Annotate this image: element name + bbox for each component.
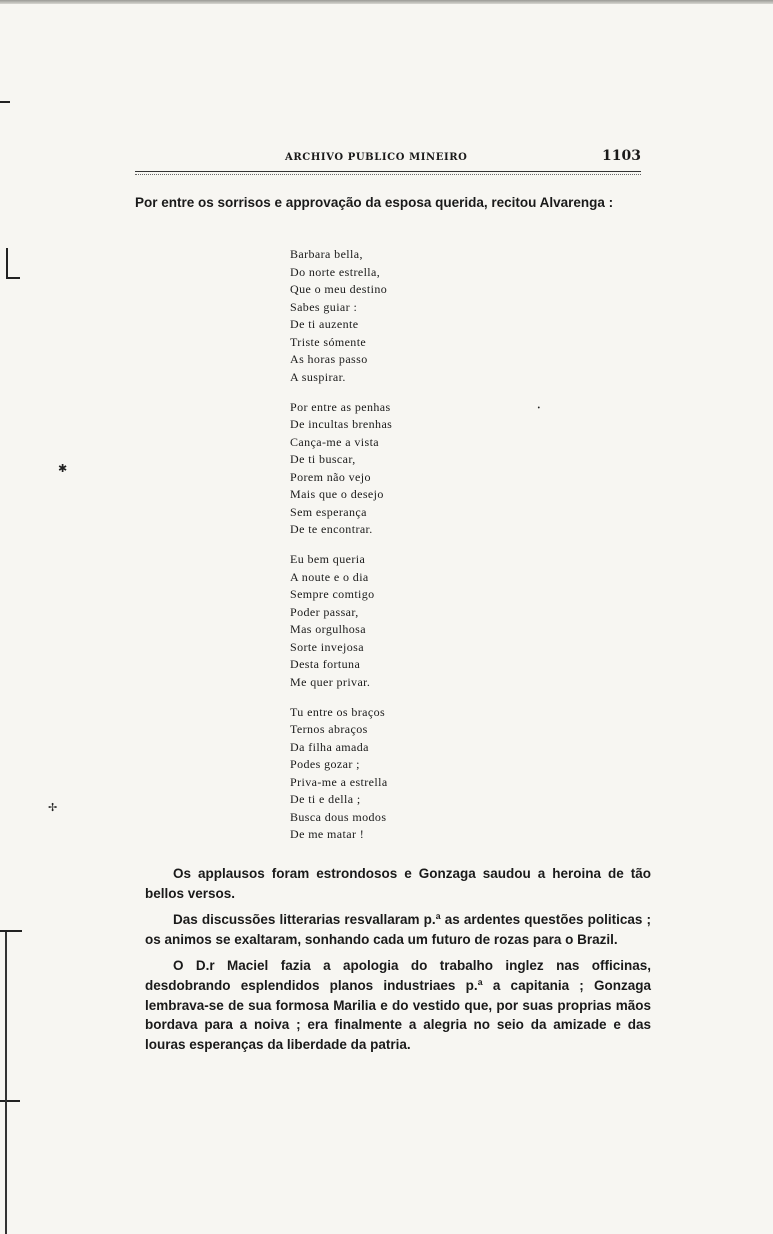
verse-line: Mais que o desejo [290, 487, 384, 501]
page-header [135, 148, 641, 168]
margin-bracket-horizontal [6, 277, 20, 279]
running-title: ARCHIVO PUBLICO MINEIRO [285, 152, 468, 163]
verse-line: Eu bem queria [290, 552, 366, 566]
stray-mark: ✢ [48, 801, 58, 814]
verse-line: De ti auzente [290, 317, 359, 331]
poem [290, 246, 510, 856]
stanza [290, 551, 510, 691]
scan-top-border [0, 0, 773, 4]
margin-tick-bottom [0, 1100, 20, 1102]
left-edge-rule [5, 932, 7, 1234]
margin-bracket-vertical [6, 248, 8, 278]
verse-line: Triste sómente [290, 334, 367, 349]
stray-mark: ✱ [58, 462, 68, 475]
verse-line: Sem esperança [290, 504, 367, 519]
margin-tick-top [0, 101, 10, 103]
verse-line: Tu entre os braços [290, 704, 386, 719]
verse-line: Priva-me a estrella [290, 774, 388, 789]
verse-line: Barbara bella, [290, 247, 363, 261]
verse-line: De te encontrar. [290, 522, 373, 536]
stanza [290, 704, 510, 844]
prose-section [145, 864, 651, 1061]
verse-line: Sempre comtigo [290, 587, 375, 601]
header-rule [135, 171, 641, 175]
verse-line: Sabes guiar : [290, 299, 358, 314]
verse-line: De me matar ! [290, 827, 365, 841]
verse-line: Por entre as penhas [290, 399, 391, 414]
verse-line: Porem não vejo [290, 469, 371, 484]
verse-line: De incultas brenhas [290, 417, 393, 431]
page-number: 1103 [602, 148, 641, 164]
prose-paragraph: Os applausos foram estrondosos e Gonzaga saudou a heroina de tão bellos versos. [145, 866, 651, 901]
verse-line: De ti e della ; [290, 792, 361, 806]
verse-line: Mas orgulhosa [290, 622, 366, 636]
verse-line: De ti buscar, [290, 452, 356, 466]
margin-tick-middle [0, 930, 22, 932]
verse-line: Podes gozar ; [290, 757, 360, 771]
verse-line: Busca dous modos [290, 809, 387, 824]
stanza [290, 399, 510, 539]
verse-line: A noute e o dia [290, 569, 369, 584]
verse-line: Ternos abraços [290, 722, 368, 736]
verse-line: As horas passo [290, 352, 368, 366]
prose-paragraph: Das discussões litterarias resvallaram p.ª as ardentes questões politicas ; os animos se exaltaram, sonhando cada um futuro de rozas para o Brazil. [145, 912, 651, 947]
verse-line: Da filha amada [290, 739, 369, 754]
verse-line: Sorte invejosa [290, 639, 364, 654]
stanza [290, 246, 510, 386]
verse-line: A suspirar. [290, 369, 346, 384]
verse-line: Do norte estrella, [290, 264, 381, 279]
verse-line: Cança-me a vista [290, 434, 380, 449]
verse-line: Poder passar, [290, 604, 359, 619]
stray-mark: • [537, 405, 541, 412]
verse-line: Que o meu destino [290, 282, 388, 296]
intro-paragraph: Por entre os sorrisos e approvação da esposa querida, recitou Alvarenga : [135, 195, 614, 210]
verse-line: Desta fortuna [290, 657, 361, 671]
prose-paragraph: O D.r Maciel fazia a apologia do trabalho inglez nas officinas, desdobrando esplendidos planos industriaes p.ª a capitania ; Gonzaga lembrava-se de sua formosa Marilia e do vestido que, por suas proprias mãos bordava para a noiva ; era finalmente a alegria no seio da amizade e das louras esperanças da liberdade da patria. [145, 958, 651, 1052]
verse-line: Me quer privar. [290, 674, 371, 689]
